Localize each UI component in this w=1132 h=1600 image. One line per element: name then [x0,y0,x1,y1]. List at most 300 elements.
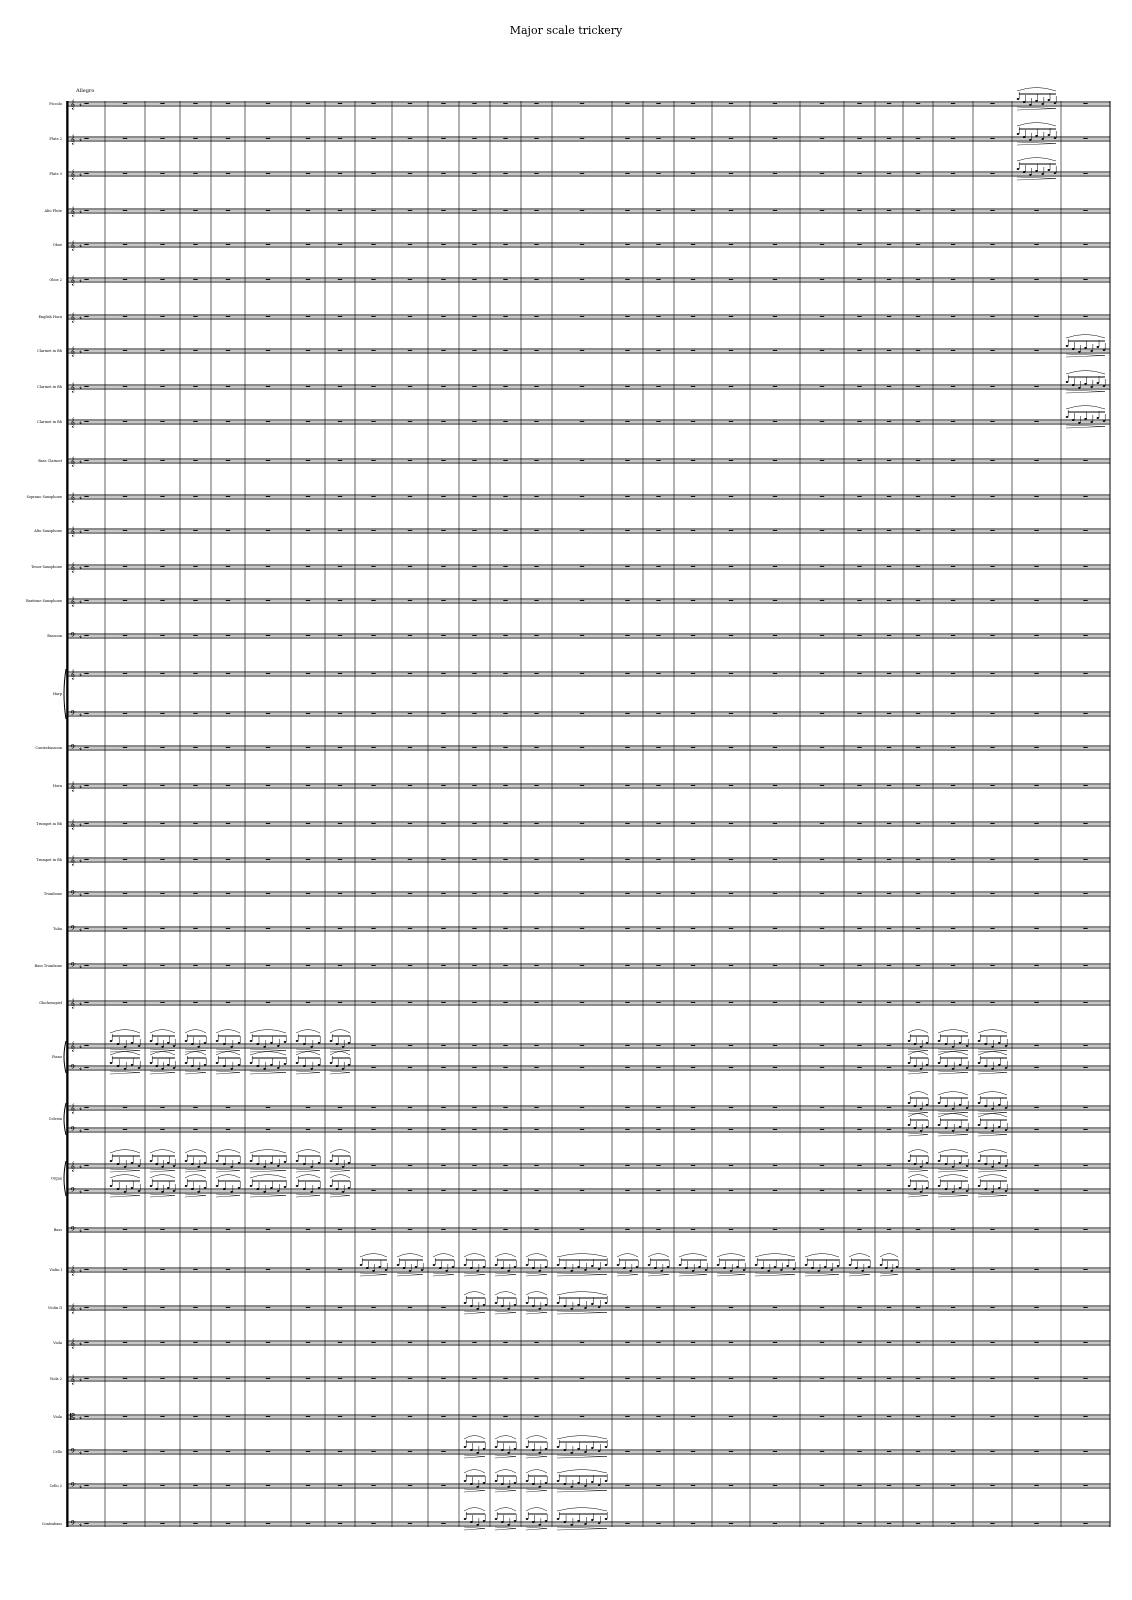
hairpin [755,1273,795,1276]
whole-rest [857,965,861,966]
whole-rest [472,1107,476,1108]
note-head [526,1302,529,1304]
time-signature: 4 [79,137,82,142]
whole-rest [951,1451,955,1452]
slur [526,1508,547,1512]
note-head [908,1062,911,1064]
whole-rest [193,747,197,748]
whole-rest [916,928,920,929]
whole-rest [123,460,127,461]
whole-rest [951,713,955,714]
slur [330,1030,350,1034]
hairpin [938,1133,968,1136]
whole-rest [226,823,230,824]
whole-rest [266,635,270,636]
note-head [452,1266,455,1268]
whole-rest [1083,316,1087,317]
note-head [464,1518,467,1520]
whole-rest [472,635,476,636]
whole-rest [580,965,584,966]
whole-rest [534,316,538,317]
whole-rest [990,928,994,929]
whole-rest [160,1451,164,1452]
whole-rest [193,350,197,351]
slur [938,1092,968,1096]
whole-rest [1083,210,1087,211]
whole-rest [773,1107,777,1108]
whole-rest [193,1269,197,1270]
whole-rest [306,747,310,748]
whole-rest [773,713,777,714]
whole-rest [1034,1165,1038,1166]
whole-rest [691,1342,695,1343]
whole-rest [820,673,824,674]
whole-rest [408,1067,412,1068]
whole-rest [84,823,88,824]
treble-clef-icon: 𝄞 [70,1162,76,1172]
note-head [1048,134,1051,136]
note-head [204,1064,207,1066]
whole-rest [441,1190,445,1191]
time-signature: 4 [79,278,82,283]
whole-rest [887,103,891,104]
hairpin [495,1527,516,1530]
whole-rest [773,673,777,674]
slur [938,1052,968,1056]
note-head [667,1266,670,1268]
whole-rest [84,1378,88,1379]
slur [1066,335,1105,339]
note-head [501,1521,504,1523]
whole-rest [84,635,88,636]
note-head [837,1265,840,1267]
whole-rest [656,496,660,497]
whole-rest [408,928,412,929]
whole-rest [773,103,777,104]
note-head [501,1449,504,1451]
whole-rest [916,210,920,211]
whole-rest [691,1107,695,1108]
instrument-label: Organ [50,1176,62,1181]
whole-rest [503,386,507,387]
whole-rest [625,673,629,674]
whole-rest [729,173,733,174]
whole-rest [656,350,660,351]
whole-rest [503,1190,507,1191]
whole-rest [729,859,733,860]
whole-rest [1034,316,1038,317]
note-head [161,1046,164,1048]
note-head [966,1107,969,1109]
whole-rest [887,747,891,748]
whole-rest [503,965,507,966]
note-head [1066,416,1069,418]
whole-rest [820,1416,824,1417]
whole-rest [123,103,127,104]
whole-rest [951,1307,955,1308]
whole-rest [1083,566,1087,567]
hairpin [464,1455,485,1458]
whole-rest [729,635,733,636]
whole-rest [306,1451,310,1452]
score-title: Major scale trickery [509,24,623,37]
whole-rest [773,386,777,387]
whole-rest [160,386,164,387]
slur [216,1052,240,1056]
whole-rest [266,1342,270,1343]
whole-rest [580,713,584,714]
note-head [868,1266,871,1268]
whole-rest [408,859,412,860]
slur [464,1508,485,1512]
slur [250,1175,286,1179]
whole-rest [691,785,695,786]
whole-rest [580,173,584,174]
whole-rest [729,1165,733,1166]
whole-rest [534,928,538,929]
note-head [150,1040,153,1042]
whole-rest [729,965,733,966]
whole-rest [916,859,920,860]
whole-rest [84,600,88,601]
whole-rest [441,1067,445,1068]
whole-rest [226,173,230,174]
whole-rest [371,1229,375,1230]
whole-rest [990,210,994,211]
note-head [885,1267,888,1269]
note-head [945,1065,948,1067]
note-head [984,1043,987,1045]
whole-rest [857,713,861,714]
instrument-label: Bass Trombone [34,964,62,968]
whole-rest [1034,1190,1038,1191]
whole-rest [580,1067,584,1068]
hairpin [216,1194,240,1197]
whole-rest [193,103,197,104]
whole-rest [1083,928,1087,929]
note-head [591,1519,594,1521]
time-signature: 4 [79,565,82,570]
whole-rest [306,928,310,929]
whole-rest [123,1107,127,1108]
whole-rest [534,1002,538,1003]
whole-rest [408,1451,412,1452]
note-head [303,1188,306,1190]
whole-rest [656,965,660,966]
whole-rest [729,1129,733,1130]
note-head [959,1104,962,1106]
whole-rest [773,635,777,636]
whole-rest [160,279,164,280]
whole-rest [266,173,270,174]
note-head [464,1264,467,1266]
whole-rest [625,1045,629,1046]
whole-rest [84,103,88,104]
whole-rest [691,1229,695,1230]
whole-rest [160,600,164,601]
whole-rest [408,1190,412,1191]
whole-rest [729,747,733,748]
whole-rest [371,1165,375,1166]
whole-rest [729,713,733,714]
note-head [409,1270,412,1272]
whole-rest [371,244,375,245]
whole-rest [160,173,164,174]
whole-rest [729,210,733,211]
note-head [439,1267,442,1269]
whole-rest [266,1307,270,1308]
whole-rest [193,823,197,824]
note-head [1023,171,1026,173]
whole-rest [160,1416,164,1417]
whole-rest [503,928,507,929]
grand-staff-brace [64,1041,66,1073]
whole-rest [408,600,412,601]
note-head [336,1065,339,1067]
instrument-label: Violin I [49,1268,62,1272]
whole-rest [338,928,342,929]
whole-rest [1034,965,1038,966]
whole-rest [625,210,629,211]
note-head [978,1102,981,1104]
whole-rest [916,823,920,824]
note-head [495,1480,498,1482]
whole-rest [266,893,270,894]
note-head [920,1166,923,1168]
whole-rest [773,173,777,174]
whole-rest [123,279,127,280]
whole-rest [160,747,164,748]
note-head [250,1160,253,1162]
whole-rest [160,965,164,966]
note-head [926,1104,929,1106]
instrument-label: Trumpet in Bb [36,858,62,862]
note-head [330,1040,333,1042]
note-head [216,1040,219,1042]
whole-rest [887,600,891,601]
whole-rest [773,1229,777,1230]
whole-rest [503,1229,507,1230]
whole-rest [857,1416,861,1417]
whole-rest [338,1342,342,1343]
time-signature: 4 [79,858,82,863]
whole-rest [441,600,445,601]
whole-rest [773,1485,777,1486]
whole-rest [472,1342,476,1343]
whole-rest [916,673,920,674]
whole-rest [306,244,310,245]
whole-rest [773,350,777,351]
whole-rest [503,1378,507,1379]
note-head [150,1160,153,1162]
whole-rest [306,173,310,174]
whole-rest [472,530,476,531]
note-head [945,1127,948,1129]
whole-rest [534,1378,538,1379]
whole-rest [84,1129,88,1130]
whole-rest [916,965,920,966]
whole-rest [1083,1067,1087,1068]
whole-rest [441,1307,445,1308]
note-head [605,1264,608,1266]
whole-rest [820,103,824,104]
treble-clef-icon: 𝄞 [70,241,76,251]
whole-rest [580,928,584,929]
whole-rest [916,244,920,245]
note-head [1023,136,1026,138]
note-head [277,1045,280,1047]
whole-rest [123,635,127,636]
whole-rest [1083,747,1087,748]
treble-clef-icon: 𝄞 [70,383,76,393]
whole-rest [338,210,342,211]
whole-rest [266,1451,270,1452]
note-head [818,1270,821,1272]
whole-rest [820,1229,824,1230]
whole-rest [338,1523,342,1524]
hairpin [557,1489,607,1492]
time-signature: 4 [79,1484,82,1489]
slur [908,1092,928,1096]
note-head [483,1448,486,1450]
whole-rest [338,1002,342,1003]
whole-rest [656,1378,660,1379]
whole-rest [887,316,891,317]
note-head [131,1187,134,1189]
slur [908,1150,928,1154]
whole-rest [266,1229,270,1230]
whole-rest [729,386,733,387]
whole-rest [266,386,270,387]
whole-rest [656,785,660,786]
whole-rest [472,316,476,317]
instrument-label: Trumpet in Bb [36,822,62,826]
hairpin [679,1273,707,1276]
note-head [938,1160,941,1162]
note-head [270,1162,273,1164]
hairpin [908,1169,928,1172]
whole-rest [691,138,695,139]
whole-rest [338,1307,342,1308]
whole-rest [820,1165,824,1166]
whole-rest [441,785,445,786]
whole-rest [441,859,445,860]
whole-rest [1083,1190,1087,1191]
hairpin [150,1071,175,1074]
whole-rest [226,1307,230,1308]
whole-rest [160,859,164,860]
hairpin [185,1169,206,1172]
note-head [1072,348,1075,350]
whole-rest [226,1416,230,1417]
whole-rest [773,210,777,211]
whole-rest [990,138,994,139]
note-head [660,1270,663,1272]
whole-rest [371,1416,375,1417]
instrument-label: Viola 2 [49,1377,62,1381]
whole-rest [266,244,270,245]
note-head [966,1129,969,1131]
whole-rest [441,1523,445,1524]
whole-rest [580,747,584,748]
whole-rest [503,1342,507,1343]
note-head [1066,345,1069,347]
whole-rest [266,823,270,824]
whole-rest [84,460,88,461]
instrument-label: Viola [53,1341,62,1345]
whole-rest [1083,460,1087,461]
whole-rest [887,386,891,387]
whole-rest [160,460,164,461]
slur [495,1508,516,1512]
whole-rest [887,279,891,280]
whole-rest [472,859,476,860]
note-head [577,1520,580,1522]
whole-rest [193,1378,197,1379]
whole-rest [503,279,507,280]
note-head [197,1068,200,1070]
whole-rest [534,713,538,714]
whole-rest [729,1045,733,1046]
whole-rest [503,673,507,674]
whole-rest [1034,460,1038,461]
note-head [793,1268,796,1270]
whole-rest [857,460,861,461]
whole-rest [408,1229,412,1230]
grand-staff-brace [64,669,66,719]
note-head [532,1449,535,1451]
whole-rest [1083,893,1087,894]
whole-rest [371,893,375,894]
note-head [557,1446,560,1448]
whole-rest [123,386,127,387]
note-head [767,1270,770,1272]
bass-clef-icon: 𝄢 [70,1064,76,1074]
treble-clef-icon: 𝄞 [70,1339,76,1349]
note-head [277,1067,280,1069]
whole-rest [887,173,891,174]
whole-rest [990,350,994,351]
whole-rest [226,530,230,531]
whole-rest [503,1416,507,1417]
whole-rest [857,1129,861,1130]
whole-rest [371,673,375,674]
hairpin [1066,354,1105,357]
whole-rest [408,316,412,317]
whole-rest [887,1165,891,1166]
whole-rest [580,823,584,824]
whole-rest [408,279,412,280]
note-head [908,1124,911,1126]
whole-rest [441,1485,445,1486]
hairpin [648,1273,669,1276]
whole-rest [408,1523,412,1524]
note-head [1035,100,1038,102]
whole-rest [441,138,445,139]
whole-rest [226,496,230,497]
whole-rest [691,600,695,601]
slur [938,1114,968,1118]
whole-rest [691,1129,695,1130]
whole-rest [820,244,824,245]
whole-rest [820,1342,824,1343]
whole-rest [441,1378,445,1379]
whole-rest [951,747,955,748]
whole-rest [625,1107,629,1108]
note-head [861,1270,864,1272]
slur [397,1254,423,1258]
whole-rest [123,138,127,139]
